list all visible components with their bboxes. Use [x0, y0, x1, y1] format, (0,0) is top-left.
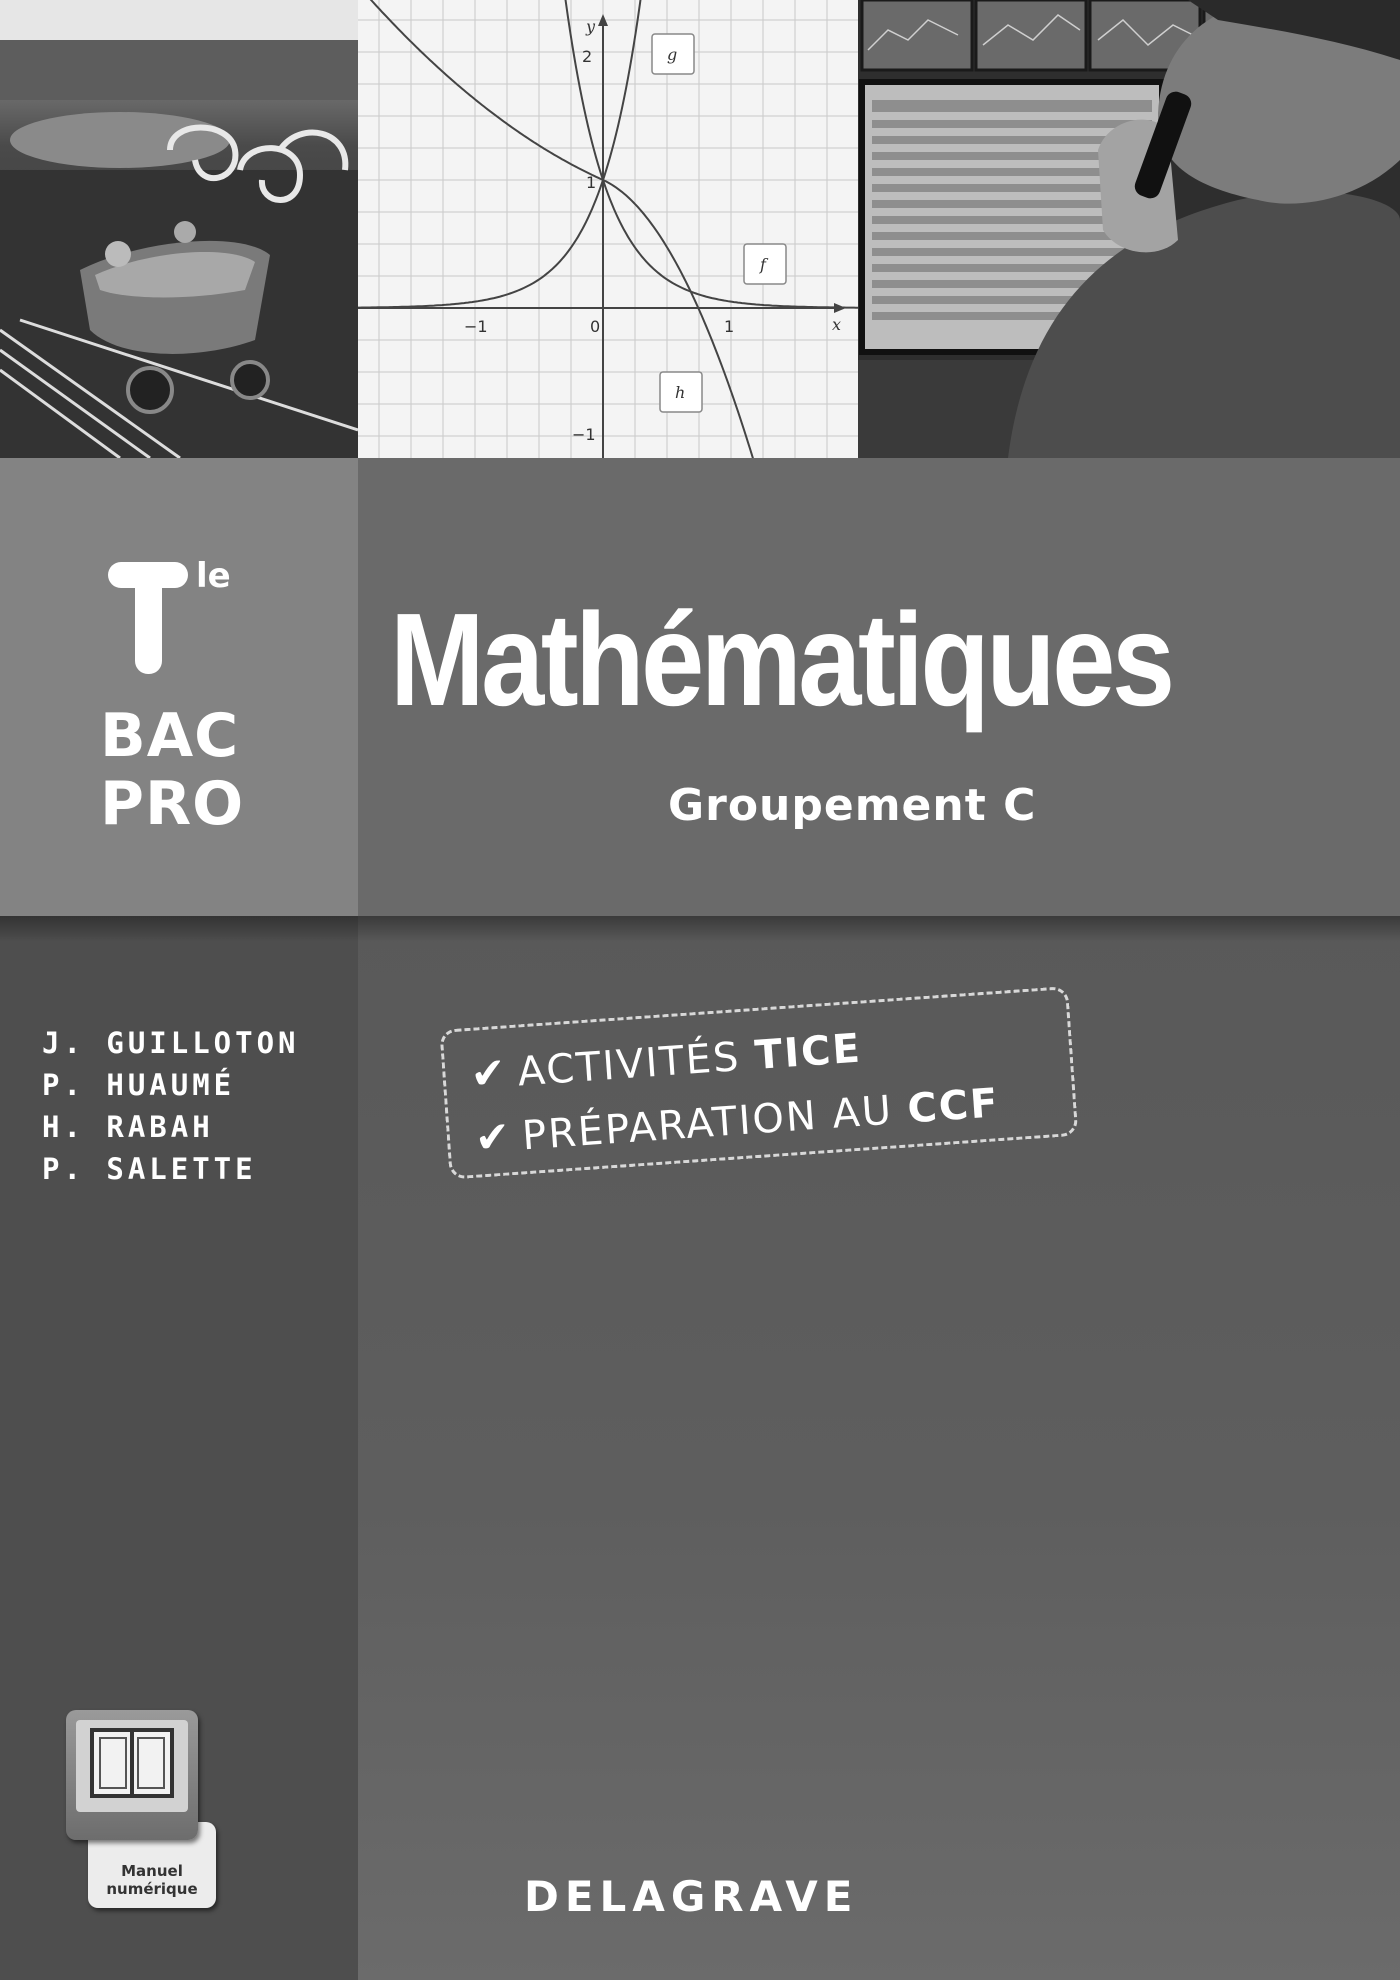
book-title: Mathématiques [390, 586, 1172, 733]
level-pro: PRO [100, 769, 245, 839]
feature-ccf-bold: CCF [905, 1080, 1001, 1133]
badge-screen-inner [76, 1720, 188, 1812]
label-box-g [652, 34, 694, 74]
badge-label-line1: Manuel [121, 1862, 183, 1880]
trader-photo [858, 0, 1400, 458]
author-name: P. SALETTE [42, 1152, 257, 1186]
author-name: P. HUAUMÉ [42, 1068, 236, 1102]
level-superscript: le [196, 556, 231, 596]
tick-x-neg1: −1 [464, 317, 488, 336]
badge-label-line2: numérique [106, 1880, 198, 1898]
tick-x-1: 1 [724, 317, 735, 336]
feature-tice-bold: TICE [753, 1025, 864, 1079]
level-letter-t-stem [135, 562, 162, 674]
author-name: H. RABAH [42, 1110, 214, 1144]
open-book-icon [76, 1720, 188, 1812]
feature-ccf-prefix: PRÉPARATION AU [520, 1086, 910, 1160]
curve-h [358, 0, 770, 458]
trader-illustration [858, 0, 1400, 458]
cover-photo-strip [0, 0, 1400, 458]
tick-y-neg1: −1 [572, 425, 596, 444]
badge-label [88, 1862, 216, 1898]
author-list [42, 1022, 300, 1190]
checkmark-icon: ✔ [473, 1111, 514, 1163]
level-band [0, 458, 358, 916]
band-shadow [0, 916, 1400, 942]
digital-textbook-badge [66, 1710, 236, 1910]
curve-f [560, 0, 858, 308]
level-bac: BAC [100, 701, 240, 771]
checkmark-icon: ✔ [468, 1047, 510, 1099]
tick-x-0: 0 [590, 317, 601, 336]
label-f: f [760, 255, 766, 274]
axis-x-label: x [832, 315, 842, 334]
publisher-name: DELAGRAVE [524, 1872, 859, 1921]
axis-y-label: y [586, 17, 596, 36]
function-graph-svg [358, 0, 858, 458]
author-name: J. GUILLOTON [42, 1026, 300, 1060]
feature-tice-prefix: ACTIVITÉS [516, 1033, 757, 1096]
label-g: g [667, 45, 678, 64]
label-box-f [744, 244, 786, 284]
tick-y-1: 1 [586, 173, 597, 192]
tick-y-2: 2 [582, 47, 593, 66]
label-box-h [660, 372, 702, 412]
book-subtitle: Groupement C [668, 780, 1037, 831]
level-letter-t [100, 548, 180, 668]
roller-coaster-photo [0, 0, 358, 458]
roller-coaster-illustration [0, 0, 358, 458]
digital-textbook-icon [66, 1710, 198, 1840]
label-h: h [675, 383, 686, 402]
function-graph [358, 0, 858, 458]
